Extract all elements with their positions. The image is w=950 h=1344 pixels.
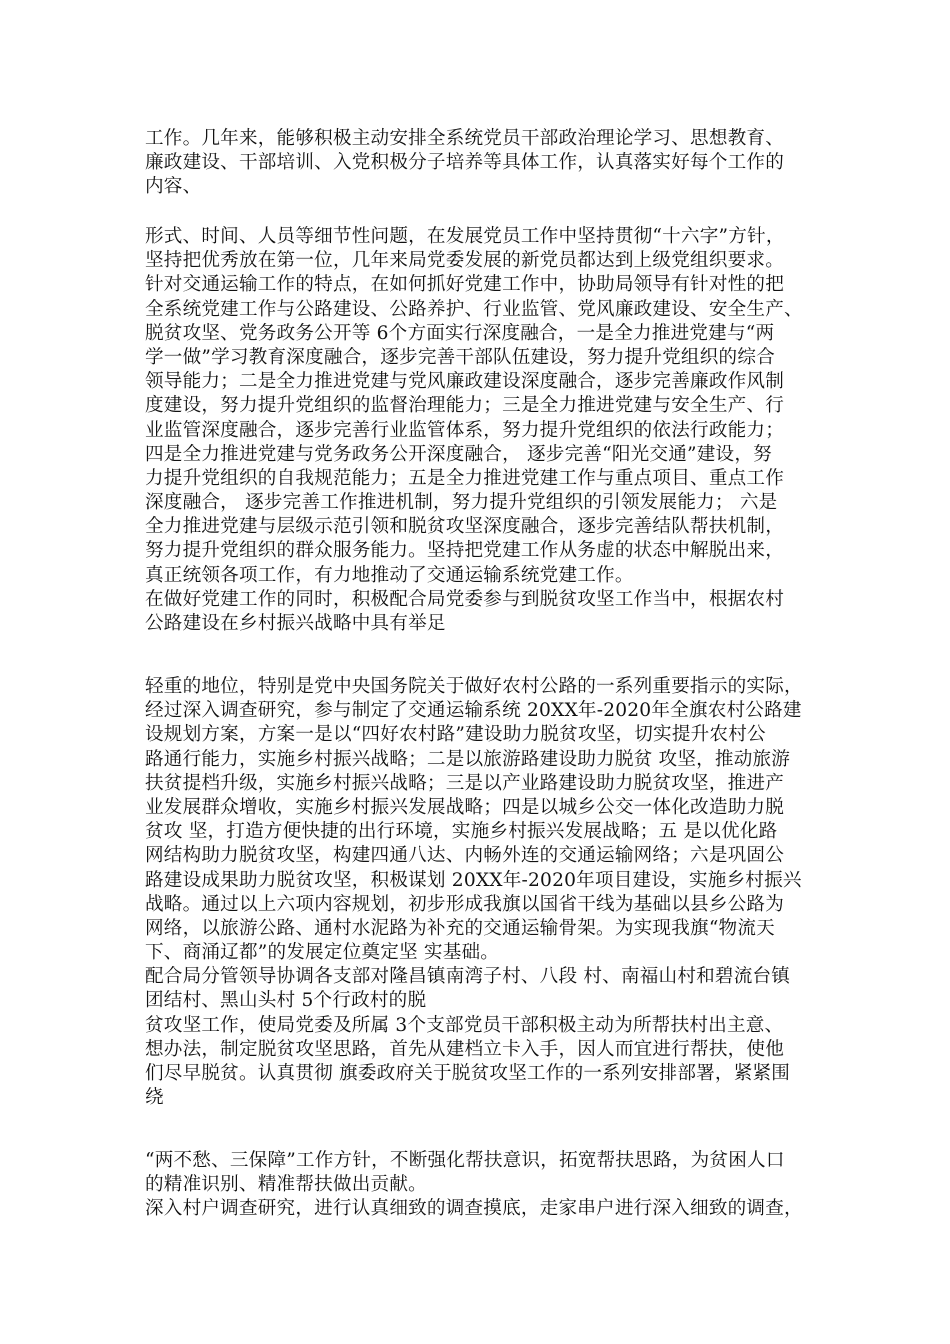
text-line: 真正统领各项工作，有力地推动了交通运输系统党建工作。	[145, 564, 634, 586]
text-line: 努力提升党组织的群众服务能力。坚持把党建工作从务虚的状态中解脱出来，	[145, 540, 784, 562]
text-line: 经过深入调查研究，参与制定了交通运输系统 20XX年-2020年全旗农村公路建	[145, 700, 802, 722]
text-line: 深入村户调查研究，进行认真细致的调查摸底，走家串户进行深入细致的调查，	[145, 1198, 803, 1220]
paragraph-block	[145, 127, 835, 200]
text-line: 工作。几年来，能够积极主动安排全系统党员干部政治理论学习、思想教育、	[145, 128, 784, 149]
text-line: 深度融合， 逐步完善工作推进机制，努力提升党组织的引领发展能力； 六是	[145, 492, 778, 514]
text-line: 业发展群众增收，实施乡村振兴发展战略；四是以城乡公交一体化改造助力脱	[145, 796, 784, 818]
text-line: 下、商涌辽都”的发展定位奠定坚 实基础。	[145, 942, 500, 964]
text-line: 设规划方案，方案一是以“四好农村路”建设助力脱贫攻坚，切实提升农村公	[145, 724, 766, 746]
text-line: 廉政建设、干部培训、入党积极分子培养等具体工作，认真落实好每个工作的	[145, 152, 784, 174]
text-line: 脱贫攻坚、党务政务公开等 6个方面实行深度融合，一是全力推进党建与“两	[145, 322, 775, 344]
text-line: 坚持把优秀放在第一位，几年来局党委发展的新党员都达到上级党组织要求。	[145, 250, 784, 272]
paragraph-block	[145, 1149, 835, 1222]
text-line: 内容、	[145, 176, 202, 198]
text-line: 轻重的地位，特别是党中央国务院关于做好农村公路的一系列重要指示的实际，	[145, 676, 803, 697]
text-line: 针对交通运输工作的特点，在如何抓好党建工作中，协助局领导有针对性的把	[145, 274, 784, 296]
text-line: 贫攻坚工作，使局党委及所属 3个支部党员干部积极主动为所帮扶村出主意、	[145, 1014, 784, 1036]
text-line: 配合局分管领导协调各支部对隆昌镇南湾子村、八段 村、南福山村和碧流台镇	[145, 966, 791, 988]
text-line: 全力推进党建与层级示范引领和脱贫攻坚深度融合，逐步完善结队帮扶机制，	[145, 516, 784, 538]
text-line: 路通行能力，实施乡村振兴战略；二是以旅游路建设助力脱贫 攻坚，推动旅游	[145, 748, 791, 770]
text-line: 业监管深度融合，逐步完善行业监管体系，努力提升党组织的依法行政能力；	[145, 419, 784, 441]
text-line: “两不愁、三保障”工作方针，不断强化帮扶意识，拓宽帮扶思路，为贫困人口	[145, 1150, 785, 1171]
text-line: 团结村、黑山头村 5个行政村的脱	[145, 990, 427, 1012]
text-line: 全系统党建工作与公路建设、公路养护、行业监管、党风廉政建设、安全生产、	[145, 298, 803, 320]
text-line: 领导能力；二是全力推进党建与党风廉政建设深度融合，逐步完善廉政作风制	[145, 371, 784, 393]
text-line: 公路建设在乡村振兴战略中具有举足	[145, 613, 446, 634]
text-line: 力提升党组织的自我规范能力；五是全力推进党建工作与重点项目、重点工作	[145, 467, 784, 489]
text-line: 形式、时间、人员等细节性问题，在发展党员工作中坚持贯彻“十六字”方针，	[145, 226, 785, 247]
text-line: 的精准识别、精准帮扶做出贡献。	[145, 1174, 427, 1196]
text-line: 网络，以旅游公路、通村水泥路为补充的交通运输骨架。为实现我旗“物流天	[145, 917, 775, 939]
text-line: 战略。通过以上六项内容规划，初步形成我旗以国省干线为基础以县乡公路为	[145, 893, 784, 915]
text-line: 四是全力推进党建与党务政务公开深度融合， 逐步完善“阳光交通”建设，努	[145, 443, 772, 465]
text-line: 路建设成果助力脱贫攻坚，积极谋划 20XX年-2020年项目建设，实施乡村振兴	[145, 869, 802, 891]
text-line: 学一做”学习教育深度融合，逐步完善干部队伍建设，努力提升党组织的综合	[145, 346, 775, 368]
paragraph-block	[145, 225, 835, 636]
text-line: 扶贫提档升级，实施乡村振兴战略；三是以产业路建设助力脱贫攻坚，推进产	[145, 772, 784, 794]
text-line: 度建设，努力提升党组织的监督治理能力；三是全力推进党建与安全生产、行	[145, 395, 784, 417]
text-line: 在做好党建工作的同时，积极配合局党委参与到脱贫攻坚工作当中，根据农村	[145, 588, 784, 610]
text-line: 贫攻 坚，打造方便快捷的出行环境，实施乡村振兴发展战略；五 是以优化路	[145, 821, 778, 843]
text-line: 们尽早脱贫。认真贯彻 旗委政府关于脱贫攻坚工作的一系列安排部署，紧紧围	[145, 1063, 791, 1084]
paragraph-block	[145, 675, 835, 1110]
text-line: 绕	[145, 1087, 164, 1109]
text-line: 想办法，制定脱贫攻坚思路，首先从建档立卡入手，因人而宜进行帮扶，使他	[145, 1038, 784, 1060]
text-line: 网结构助力脱贫攻坚，构建四通八达、内畅外连的交通运输网络；六是巩固公	[145, 845, 784, 867]
